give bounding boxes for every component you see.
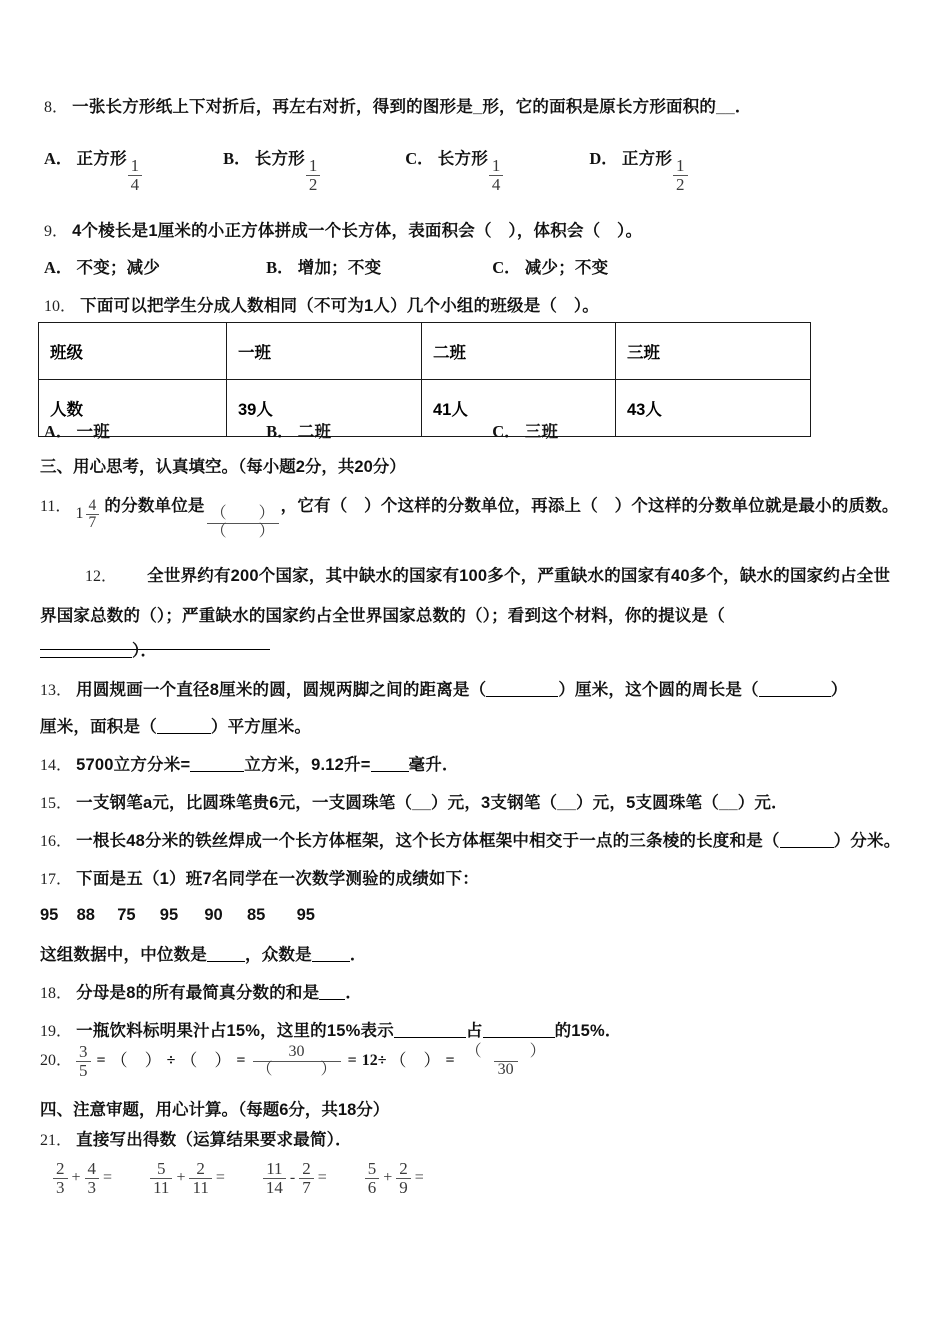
expr1-operand-a: $\frac{2}{3}$ xyxy=(53,1160,68,1197)
option-a-fraction: $\frac{1}{4}$ xyxy=(128,157,143,194)
question-15 xyxy=(40,790,930,817)
question-13-part2: ）厘米，这个圆的周长是（ xyxy=(558,681,759,699)
question-8-options xyxy=(44,146,924,194)
question-11-text-a: 的分数单位是 xyxy=(104,497,205,515)
table-cell: 43人 xyxy=(616,380,811,437)
question-14-number: 14． xyxy=(40,757,73,774)
question-19-part3: 的15%． xyxy=(554,1022,622,1040)
question-11-text-b: ，它有（ ）个这样的分数单位，再添上（ ）个这样的分数单位就是最小的质数。 xyxy=(280,497,899,515)
question-18-part1: 分母是8的所有最简真分数的和是 xyxy=(76,984,320,1002)
expr1-operand-b: $\frac{4}{3}$ xyxy=(85,1160,100,1197)
answer-blank[interactable] xyxy=(483,1037,555,1038)
q10-option-c-label: C． xyxy=(492,422,521,441)
q9-option-a-label: A． xyxy=(44,258,73,277)
answer-blank[interactable] xyxy=(780,847,834,848)
question-17-followup-3: ． xyxy=(349,946,367,964)
question-14 xyxy=(40,752,930,779)
section-3-title: 三、用心思考，认真填空。（每小题2分，共20分） xyxy=(40,458,406,476)
expr2-operand-a: $\frac{5}{11}$ xyxy=(150,1160,172,1197)
table-cell: 39人 xyxy=(227,380,422,437)
answer-blank[interactable] xyxy=(312,961,350,962)
question-16-number: 16． xyxy=(40,833,73,850)
option-d[interactable] xyxy=(589,146,688,194)
question-21-expressions xyxy=(52,1160,427,1197)
q9-option-a[interactable] xyxy=(44,255,262,282)
section-4-title: 四、注意审题，用心计算。（每题6分，共18分） xyxy=(40,1101,390,1119)
q9-option-c-label: C． xyxy=(492,258,521,277)
question-14-part1: 5700立方分米= xyxy=(76,756,191,774)
question-18 xyxy=(40,980,930,1007)
question-11-mixed-number: 1 $\frac{4}{7}$ xyxy=(76,498,101,532)
question-16 xyxy=(40,828,940,855)
option-c-label: C． xyxy=(405,149,434,168)
option-b-text: 长方形 xyxy=(254,150,305,168)
table-cell: 41人 xyxy=(422,380,616,437)
question-8-number: 8． xyxy=(44,99,69,116)
q10-option-b[interactable] xyxy=(266,419,488,446)
equals-sign: = xyxy=(317,1168,327,1186)
answer-paren[interactable]: （ ） xyxy=(110,1051,162,1071)
expr3-operand-a: $\frac{11}{14}$ xyxy=(263,1160,286,1197)
question-11-blank-fraction: $\frac{( )}{( )}$ xyxy=(207,506,279,541)
question-20-number: 20． xyxy=(40,1051,73,1069)
expr4-operand-a: $\frac{5}{6}$ xyxy=(365,1160,380,1197)
question-17 xyxy=(40,866,930,893)
answer-blank[interactable] xyxy=(40,657,132,658)
question-11-number: 11． xyxy=(40,498,72,515)
question-17-scores xyxy=(40,903,540,929)
option-c[interactable] xyxy=(405,146,585,194)
question-19-number: 19． xyxy=(40,1023,73,1040)
q9-option-b-text: 增加；不变 xyxy=(297,259,382,277)
table-cell: 人数 xyxy=(39,380,227,437)
question-12-line3 xyxy=(40,638,930,665)
score-value: 88 xyxy=(76,906,95,924)
q10-option-b-label: B． xyxy=(266,422,294,441)
expr2-operand-b: $\frac{2}{11}$ xyxy=(189,1160,211,1197)
question-19-part2: 占 xyxy=(465,1022,483,1040)
question-17-followup-1: 这组数据中，中位数是 xyxy=(40,946,207,964)
question-20-fraction-3: $\frac{( )}{30}$ xyxy=(465,1043,546,1078)
question-10-text: 下面可以把学生分成人数相同（不可为1人）几个小组的班级是（ ）。 xyxy=(80,297,599,315)
score-value: 95 xyxy=(159,906,179,924)
option-c-fraction: $\frac{1}{4}$ xyxy=(489,157,504,194)
option-a-text: 正方形 xyxy=(76,150,127,168)
question-10-number: 10． xyxy=(44,298,77,315)
score-value: 95 xyxy=(296,906,315,924)
question-14-part2: 立方米，9.12升= xyxy=(244,756,371,774)
operator: + xyxy=(176,1168,186,1186)
question-17-number: 17． xyxy=(40,871,73,888)
question-9-options xyxy=(44,255,924,282)
answer-blank[interactable] xyxy=(319,999,345,1000)
q9-option-b-label: B． xyxy=(266,258,294,277)
expression-3 xyxy=(262,1160,330,1197)
equals-sign: = xyxy=(96,1051,106,1069)
q10-option-a[interactable] xyxy=(44,419,262,446)
operator: + xyxy=(383,1168,393,1186)
question-12-text-line3: ）． xyxy=(132,642,158,660)
table-cell: 二班 xyxy=(422,323,616,380)
question-9-number: 9． xyxy=(44,223,69,240)
question-14-part3: 毫升． xyxy=(408,756,459,774)
question-9-text: 4个棱长是1厘米的小正方体拼成一个长方体，表面积会（ ），体积会（ ）。 xyxy=(72,222,643,240)
expression-1 xyxy=(52,1160,115,1197)
operator: + xyxy=(71,1168,81,1186)
question-19-part1: 一瓶饮料标明果汁占15%，这里的15%表示 xyxy=(76,1022,394,1040)
expression-4 xyxy=(364,1160,427,1197)
question-13-line2 xyxy=(40,714,930,741)
answer-blank[interactable] xyxy=(486,696,558,697)
expression-2 xyxy=(149,1160,228,1197)
question-13-part1: 用圆规画一个直径8厘米的圆，圆规两脚之间的距离是（ xyxy=(76,681,487,699)
expr4-operand-b: $\frac{2}{9}$ xyxy=(396,1160,411,1197)
answer-blank[interactable] xyxy=(207,961,245,962)
question-20-fraction-2: $\frac{30}{( )}$ xyxy=(253,1044,341,1079)
answer-paren[interactable]: （ ） xyxy=(180,1051,232,1071)
equals-sign: = xyxy=(347,1051,357,1069)
question-13-part4: 厘米，面积是（ xyxy=(40,718,157,736)
question-21 xyxy=(40,1127,930,1154)
question-12-number: 12． xyxy=(85,568,118,585)
equals-sign: = xyxy=(103,1168,113,1186)
score-value: 85 xyxy=(246,906,266,924)
q10-option-a-text: 一班 xyxy=(76,423,110,441)
q9-option-c-text: 减少；不变 xyxy=(524,259,609,277)
question-13-number: 13． xyxy=(40,682,73,699)
question-15-number: 15． xyxy=(40,795,73,812)
q10-option-b-text: 二班 xyxy=(297,423,332,441)
question-13-line1 xyxy=(40,677,930,704)
question-20 xyxy=(40,1043,552,1080)
score-value: 95 xyxy=(40,906,59,924)
answer-blank[interactable] xyxy=(759,696,831,697)
equals-sign: = xyxy=(215,1168,225,1186)
table-cell: 一班 xyxy=(227,323,422,380)
expr3-operand-b: $\frac{2}{7}$ xyxy=(299,1160,314,1197)
question-11 xyxy=(40,493,930,541)
answer-blank[interactable] xyxy=(371,771,409,772)
question-21-text: 直接写出得数（运算结果要求最简）． xyxy=(76,1131,352,1149)
question-19 xyxy=(40,1018,930,1045)
q10-option-c[interactable] xyxy=(492,419,558,446)
answer-blank[interactable] xyxy=(394,1037,466,1038)
question-9 xyxy=(44,218,924,245)
question-10 xyxy=(44,293,924,320)
option-a-label: A． xyxy=(44,149,73,168)
question-16-part1: 一根长48分米的铁丝焊成一个长方体框架，这个长方体框架中相交于一点的三条棱的长度和是（ xyxy=(76,832,780,850)
q9-option-a-text: 不变；减少 xyxy=(76,259,161,277)
option-b-label: B． xyxy=(223,149,251,168)
question-8 xyxy=(44,94,924,121)
equals-sign: = xyxy=(445,1051,455,1069)
table-cell: 班级 xyxy=(39,323,227,380)
q10-option-a-label: A． xyxy=(44,422,73,441)
question-15-text: 一支钢笔a元，比圆珠笔贵6元，一支圆珠笔（__）元，3支钢笔（__）元，5支圆珠笔（__）元． xyxy=(76,794,788,812)
question-12-line1 xyxy=(85,563,930,590)
divide-sign: ÷ xyxy=(166,1051,176,1069)
answer-blank[interactable] xyxy=(190,771,244,772)
question-13-part5: ）平方厘米。 xyxy=(210,718,312,736)
question-10-options xyxy=(44,419,924,446)
option-d-fraction: $\frac{1}{2}$ xyxy=(673,157,688,194)
option-d-text: 正方形 xyxy=(621,150,673,168)
question-12-text-line2: 界国家总数的（）；严重缺水的国家约占全世界国家总数的（）；看到这个材料，你的提议是（ xyxy=(40,607,725,625)
option-b-fraction: $\frac{1}{2}$ xyxy=(306,157,321,194)
question-21-number: 21． xyxy=(40,1132,73,1149)
equals-sign: = xyxy=(236,1051,246,1069)
table-row xyxy=(39,323,811,380)
question-20-twelve-div: 12÷ xyxy=(361,1051,387,1069)
question-8-text: 一张长方形纸上下对折后，再左右对折，得到的图形是_形，它的面积是原长方形面积的__． xyxy=(72,98,752,116)
operator: - xyxy=(289,1168,296,1186)
q9-option-c[interactable] xyxy=(492,255,608,282)
option-d-label: D． xyxy=(589,149,618,168)
question-18-part2: ． xyxy=(345,984,363,1002)
question-17-text: 下面是五（1）班7名同学在一次数学测验的成绩如下： xyxy=(76,870,479,888)
question-17-followup xyxy=(40,942,930,969)
table-cell: 三班 xyxy=(616,323,811,380)
equals-sign: = xyxy=(414,1168,424,1186)
answer-paren[interactable]: （ ） xyxy=(389,1051,441,1071)
score-value: 90 xyxy=(204,906,223,924)
q10-option-c-text: 三班 xyxy=(524,423,559,441)
question-16-part2: ）分米。 xyxy=(833,832,901,850)
option-b[interactable] xyxy=(223,146,401,194)
question-18-number: 18． xyxy=(40,985,73,1002)
q9-option-b[interactable] xyxy=(266,255,488,282)
question-20-lhs-fraction: $\frac{3}{5}$ xyxy=(76,1043,91,1080)
question-13-part3: ） xyxy=(830,681,848,699)
answer-blank[interactable] xyxy=(157,733,211,734)
score-value: 75 xyxy=(117,906,136,924)
question-17-followup-2: ，众数是 xyxy=(245,946,312,964)
option-a[interactable] xyxy=(44,146,219,194)
question-12-text-line1: 全世界约有200个国家，其中缺水的国家有100多个，严重缺水的国家有40多个，缺水的国家约占全世 xyxy=(147,567,891,585)
option-c-text: 长方形 xyxy=(437,150,488,168)
